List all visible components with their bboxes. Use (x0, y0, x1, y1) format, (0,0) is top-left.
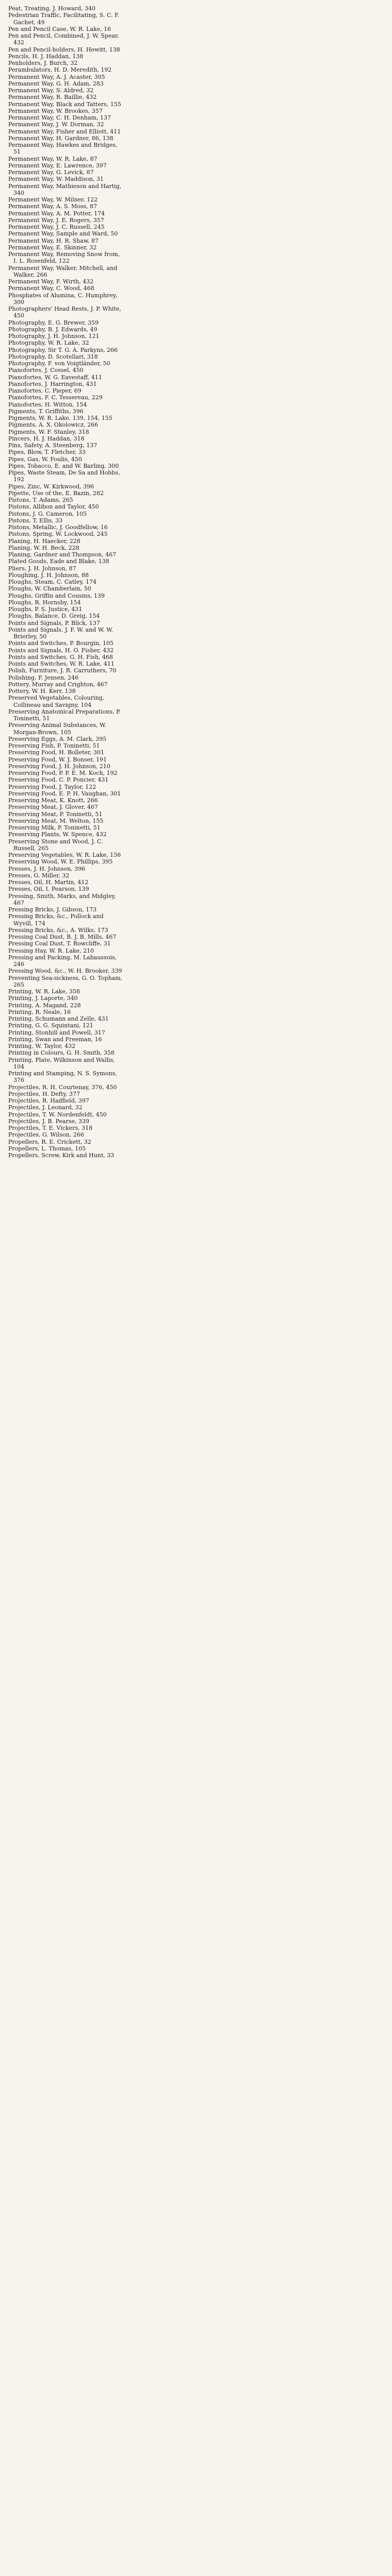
index-entry: Permanent Way, Removing Snow from, I. L. Rosenfeld, 122 (8, 251, 120, 265)
index-entry: Preserving Animal Substances, W. Morgan-Brown, 105 (8, 722, 107, 736)
index-entry: Photographers' Head Rests, J. P. White, 450 (8, 306, 121, 319)
index-entry: Photography, D. Scotellari, 318 (8, 353, 98, 360)
index-entry: Permanent Way, E. Lawrence, 397 (8, 162, 107, 169)
index-entry: Pins, Safety, A. Steenberg, 137 (8, 442, 97, 449)
index-entry: Pressing Hay, W. R. Lake, 210 (8, 947, 94, 954)
index-entry: Preserving Food, J. Taylor, 122 (8, 783, 96, 790)
index-entry: Preserving Food, W. J. Bonser, 191 (8, 756, 107, 763)
index-entry: Preserving Stone and Wood, J. C. Russell, 265 (8, 838, 103, 852)
index-entry: Pressing Bricks, J. Gibson, 173 (8, 906, 97, 913)
index-entry: Pen and Pencil Case, W. R. Lake, 16 (8, 25, 111, 32)
index-entry: Points and Signals, J. F. W. and W. W. Brierley, 50 (8, 626, 113, 640)
index-entry: Permanent Way, Black and Tatters, 155 (8, 100, 121, 108)
index-entry: Preventing Sea-sickness, G. O. Topham, 265 (8, 974, 123, 988)
index-entry: Pipes, Gas, W. Foulis, 450 (8, 455, 82, 463)
index-entry: Preserving Meat, K. Knott, 266 (8, 797, 98, 804)
index-entry: Ploughs, Steam, C. Catley, 174 (8, 579, 97, 585)
index-entry: Projectiles, G. Wilson, 266 (8, 1131, 84, 1139)
index-entry: Planing, W. H. Beck, 228 (8, 544, 79, 551)
index-entry: Pigments, T. Griffiths, 396 (8, 408, 84, 415)
index-entry: Penholders, J. Burch, 32 (8, 60, 78, 66)
index-entry: Preserving Meat, P. Toninetti, 51 (8, 810, 103, 818)
index-entry: Preserving Plants, W. Spence, 432 (8, 831, 107, 838)
index-entry: Points and Switches, W. R. Lake, 411 (8, 660, 115, 667)
index-entry: Preserving Vegetables, W. R. Lake, 156 (8, 852, 121, 858)
index-entry: Polish, Furniture, J. R. Carruthers, 70 (8, 667, 117, 674)
index-entry: Projectiles, T. W. Nordenfeldt, 450 (8, 1111, 107, 1118)
index-entry: Preserving Food, C. P. Poncier, 431 (8, 776, 109, 784)
index-entry: Pigments, W. F. Stanley, 318 (8, 428, 89, 435)
index-entry: Permanent Way, A. J. Acaster, 305 (8, 73, 105, 80)
index-entry: Pipes, Waste Steam, De Sa and Hobbs, 192 (8, 469, 120, 483)
index-entry: Permanent Way, C. Wood, 468 (8, 285, 94, 292)
index-entry: Permanent Way, F. Wirth, 432 (8, 278, 94, 285)
index-entry: Pliers, J. H. Johnson, 87 (8, 565, 76, 572)
index-entry: Permanent Way, A. M. Potter, 174 (8, 210, 105, 217)
index-entry: Printing, Schumann and Zelle, 431 (8, 1015, 109, 1022)
index-entry: Pressing Coal Dust, B. J. B. Mills, 467 (8, 934, 117, 940)
index-entry: Pedestrian Traffic, Facilitating, S. C. F. Gachet, 49 (8, 12, 120, 26)
index-entry: Ploughs, W. Chamberlain, 50 (8, 585, 91, 592)
index-entry: Pianofortes, C. Pieper, 69 (8, 387, 81, 394)
index-entry: Printing, W. R. Lake, 358 (8, 988, 80, 995)
index-entry: Preserving Wood, W. E. Phillips, 395 (8, 858, 113, 866)
index-column (8, 5, 124, 1159)
index-entry: Printing, W. Taylor, 432 (8, 1043, 76, 1049)
index-entry: Permanent Way, C. H. Denham, 137 (8, 114, 111, 121)
index-entry: Permanent Way, Fisher and Elliott, 411 (8, 128, 121, 135)
index-entry: Pincers, H. J. Haddan, 318 (8, 435, 85, 442)
index-entry: Pressing Bricks, &c., Pollock and Wyvill, 174 (8, 913, 104, 927)
index-entry: Planing, Gardner and Thompson, 467 (8, 551, 117, 558)
index-entry: Pressing Wood, &c., W. H. Brooker, 339 (8, 968, 122, 975)
index-entry: Preserving Food, P. P. E. M. Koch, 192 (8, 770, 118, 776)
index-entry: Pencils, H. J. Haddan, 138 (8, 53, 84, 60)
index-entry: Pistons, Spring, W. Lockwood, 245 (8, 531, 108, 538)
index-entry: Permanent Way, W. Milner, 122 (8, 196, 98, 203)
index-entry: Projectiles, R. H. Courtenay, 376, 450 (8, 1083, 117, 1091)
index-entry: Presses, Oil, H. Martin, 412 (8, 879, 89, 886)
index-entry: Pianofortes, H. Witton, 154 (8, 401, 87, 408)
index-entry: Phosphates of Alumina, C. Humphrey, 300 (8, 292, 118, 306)
index-entry: Preserved Vegetables, Colouring, Collineau and Savigny, 104 (8, 694, 105, 708)
index-entry: Pressing and Packing, M. Lahaussois, 246 (8, 954, 117, 968)
index-entry: Polishing, F. Jensen, 246 (8, 674, 79, 681)
index-entry: Pen and Pencil-holders, H. Hewitt, 138 (8, 46, 120, 53)
index-entry: Pianofortes, W. G. Eavestaff, 411 (8, 374, 102, 381)
index-entry: Preserving Meat, M. Welton, 155 (8, 817, 104, 824)
index-entry: Permanent Way, E. Skinner, 32 (8, 244, 97, 251)
index-entry: Points and Switches, P. Bourgin, 105 (8, 640, 114, 647)
index-entry: Projectiles, J. Leonard, 32 (8, 1104, 83, 1111)
index-entry: Presses, G. Miller, 32 (8, 872, 70, 879)
index-entry: Pistons, Metallic, J. Goodfellow, 16 (8, 524, 108, 531)
index-entry: Pipes, Tobacco, E. and W. Barling, 300 (8, 462, 119, 469)
index-entry: Pianofortes, F. C. Tessereau, 229 (8, 394, 103, 401)
index-entry: Pianofortes, J. Harrington, 431 (8, 380, 97, 387)
index-entry: Preserving Eggs, A. M. Clark, 395 (8, 735, 107, 742)
index-entry: Pressing Coal Dust, T. Rowcliffe, 31 (8, 940, 111, 947)
index-entry: Preserving Anatomical Preparations, P. Toninetti, 51 (8, 708, 121, 722)
index-entry: Pistons, T. Ellis, 33 (8, 517, 63, 524)
index-entry: Pigments, W. R. Lake, 139, 154, 155 (8, 415, 112, 421)
index-entry: Printing, J. Laporte, 340 (8, 995, 78, 1002)
index-entry: Permanent Way, Hawkes and Bridges, 51 (8, 142, 118, 156)
index-entry: Permanent Way, J. E. Rogers, 357 (8, 216, 104, 224)
index-entry: Pen and Pencil, Combined, J. W. Spear, 432 (8, 32, 119, 46)
index-entry: Points and Switches, G. H. Fish, 468 (8, 653, 113, 660)
index-entry: Printing, R. Neale, 16 (8, 1008, 71, 1015)
index-entry: Ploughs, R. Hornsby, 154 (8, 599, 81, 606)
index-entry: Projectiles, J. B. Pearse, 339 (8, 1117, 89, 1125)
index-entry: Permanent Way, G. Levick, 87 (8, 169, 94, 176)
index-entry: Permanent Way, H. Gardner, 86, 138 (8, 134, 113, 142)
index-entry: Perambulators, H. D. Meredith, 192 (8, 66, 112, 74)
index-entry: Permanent Way, Walker, Mitchell, and Walker, 266 (8, 264, 118, 278)
index-entry: Permanent Way, J. W. Dorman, 32 (8, 121, 104, 128)
index-entry: Ploughs, Balance, D. Greig, 154 (8, 613, 100, 620)
index-entry: Pressing, Smith, Marks, and Midgley, 467 (8, 892, 116, 906)
index-entry: Pottery, W. H. Kerr, 138 (8, 688, 76, 694)
index-entry: Printing in Colours, G. H. Smith, 358 (8, 1049, 115, 1057)
index-entry: Pigments, A. X. Okolowicz, 266 (8, 421, 99, 429)
index-entry: Presses, J. H. Johnson, 396 (8, 865, 86, 872)
index-entry: Preserving Milk, P. Toninetti, 51 (8, 824, 101, 831)
index-entry: Projectiles, T. E. Vickers, 318 (8, 1125, 93, 1131)
index-entry: Ploughs, P. S. Justice, 431 (8, 606, 83, 613)
index-entry: Printing and Stamping, N. S. Symons, 376 (8, 1070, 117, 1084)
index-entry: Printing, A. Magand, 228 (8, 1002, 81, 1009)
index-entry: Presses, Oil, I. Pearson, 139 (8, 886, 89, 893)
index-entry: Ploughs, Griffin and Cousins, 139 (8, 592, 105, 599)
index-entry: Printing, Stonhill and Powell, 317 (8, 1029, 105, 1036)
index-entry: Pistons, T. Adams, 265 (8, 497, 73, 503)
index-entry: Photography, J. H. Johnson, 121 (8, 333, 100, 340)
index-entry: Preserving Food, E. P. H. Vaughan, 301 (8, 790, 121, 797)
index-entry: Permanent Way, Sample and Ward, 50 (8, 230, 118, 238)
index-entry: Permanent Way, Mathieson and Hartig, 340 (8, 182, 122, 196)
index-entry: Plated Goods, Eade and Blake, 138 (8, 558, 109, 565)
index-entry: Points and Signals, P. Blick, 137 (8, 619, 100, 626)
index-entry: Printing, Swan and Freeman, 16 (8, 1036, 102, 1043)
index-entry: Pressing Bricks, &c., A. Wilks, 173 (8, 926, 108, 934)
index-entry: Propellers, Screw, Kirk and Hunt, 33 (8, 1152, 115, 1159)
index-entry: Pistons, Allibon and Taylor, 450 (8, 503, 99, 511)
index-entry: Photography, W. R. Lake, 32 (8, 340, 89, 347)
index-entry: Preserving Meat, J. Glover, 467 (8, 804, 98, 811)
index-entry: Photography, F. von Voigtländer, 50 (8, 360, 110, 367)
index-entry: Ploughing, J. H. Johnson, 88 (8, 571, 89, 579)
index-entry: Propellers, R. E. Crickett, 32 (8, 1138, 91, 1145)
index-entry: Permanent Way, J. C. Russell, 245 (8, 224, 105, 230)
index-entry: Permanent Way, W. R. Lake, 87 (8, 155, 97, 162)
index-entry: Pipette, Use of the, E. Bazin, 282 (8, 489, 104, 497)
index-entry: Planing, H. Haecker, 228 (8, 537, 80, 545)
index-entry: Projectiles, R. Hadfield, 397 (8, 1097, 89, 1104)
index-entry: Preserving Food, J. H. Johnson, 210 (8, 762, 110, 770)
index-entry: Preserving Fish, P. Toninetti, 51 (8, 742, 100, 749)
index-entry: Printing, G. G. Squintani, 121 (8, 1022, 93, 1029)
index-entry: Permanent Way, A. S. Moss, 87 (8, 203, 97, 210)
index-entry: Permanent Way, W. Brookes, 357 (8, 107, 103, 114)
index-entry: Pipes, Zinc, W. Kirkwood, 396 (8, 483, 94, 490)
index-entry: Propellers, L. Thomas, 105 (8, 1145, 86, 1152)
index-entry: Preserving Food, H. Bolleter, 301 (8, 749, 105, 756)
index-entry: Permanent Way, R. Baillie, 432 (8, 94, 97, 101)
index-entry: Photography, Sir T. G. A. Parkyns, 266 (8, 346, 118, 353)
index-entry: Permanent Way, H. R. Shaw, 87 (8, 237, 99, 244)
index-entry: Permanent Way, W. Maddison, 31 (8, 176, 104, 183)
index-entry: Pipes, Blow, T. Fletcher, 33 (8, 449, 86, 456)
index-entry: Pottery, Murray and Crighton, 467 (8, 681, 108, 688)
index-entry: Permanent Way, S. Aldred, 32 (8, 87, 94, 94)
index-entry: Pistons, J. G. Cameron, 105 (8, 510, 87, 517)
index-entry: Permanent Way, G. H. Adam, 283 (8, 80, 104, 87)
index-entry: Points and Signals, H. O. Fisher, 432 (8, 647, 114, 654)
index-entry: Projectiles, H. Defty, 377 (8, 1090, 80, 1097)
index-entry: Pianofortes, J. Cossel, 450 (8, 367, 84, 374)
index-entry: Photography, E. G. Brewer, 359 (8, 319, 99, 326)
index-entry: Peat, Treating, J. Howard, 340 (8, 5, 96, 12)
index-entry: Photography, B. J. Edwards, 49 (8, 326, 97, 333)
index-entry: Printing, Plate, Wilkinson and Wallis, 104 (8, 1056, 115, 1070)
